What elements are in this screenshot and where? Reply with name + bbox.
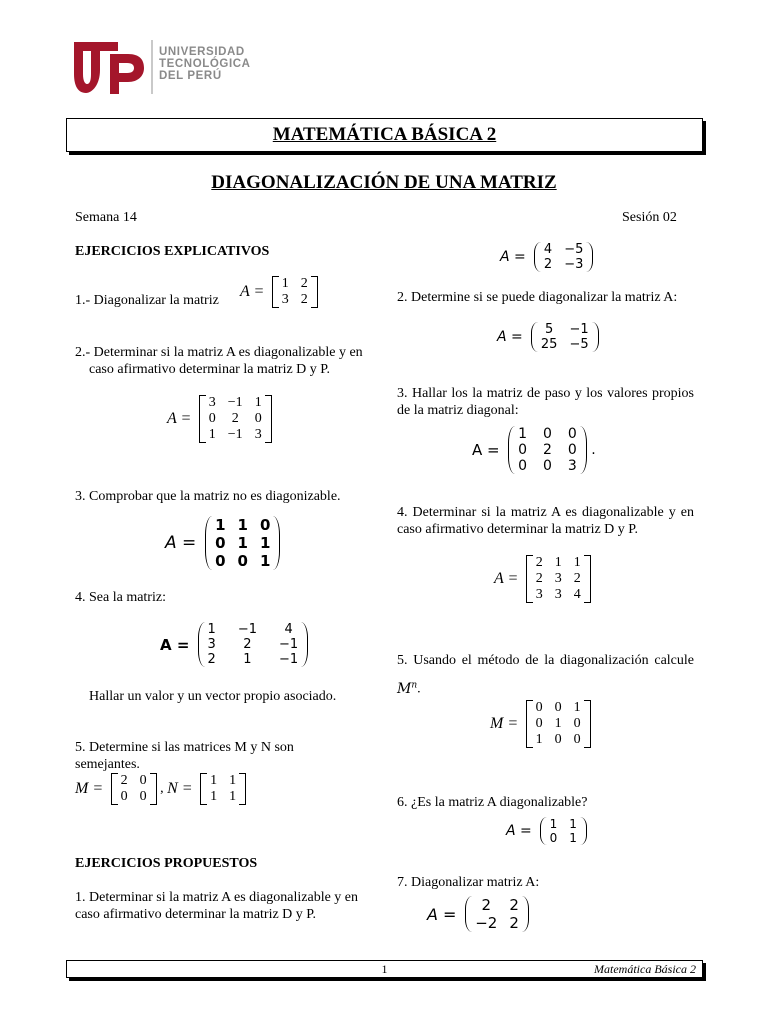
matrix-entries xyxy=(472,896,522,932)
matrix xyxy=(199,395,272,443)
matrix-cell: 3 xyxy=(208,395,216,410)
matrix-entries xyxy=(538,322,592,352)
right-bracket xyxy=(239,773,246,805)
university-logo xyxy=(70,38,260,98)
matrix-cell: 2 xyxy=(509,914,519,932)
page-number: 1 xyxy=(381,962,388,976)
matrix-cell: −2 xyxy=(475,914,498,932)
matrix-cell: 3 xyxy=(554,587,562,602)
matrix-cell: 2 xyxy=(543,257,553,272)
exercise-e4-followup: Hallar un valor y un vector propio asociado. xyxy=(89,689,337,704)
matrix-entries xyxy=(279,276,311,308)
matrix-cell: 0 xyxy=(567,442,577,458)
exercise-p2-matrix xyxy=(497,322,599,352)
exercise-e2-matrix xyxy=(167,395,272,443)
left-bracket xyxy=(508,426,515,474)
left-bracket xyxy=(111,773,118,805)
matrix-cell: 0 xyxy=(208,411,216,426)
exercise-e4-text: 4. Sea la matriz: xyxy=(75,590,166,605)
matrix-entries xyxy=(547,817,580,845)
matrix-cell: 1 xyxy=(573,555,581,570)
exercise-p1-matrix xyxy=(500,242,593,272)
matrix-cell: 0 xyxy=(554,732,562,747)
matrix-cell: 0 xyxy=(549,831,558,845)
logo-divider xyxy=(151,40,153,94)
matrix-cell: 0 xyxy=(120,789,128,804)
matrix-cell: −3 xyxy=(564,257,584,272)
matrix-cell: 2 xyxy=(573,571,581,586)
right-bracket xyxy=(580,817,587,845)
week-label: Semana 14 xyxy=(75,210,137,225)
matrix-cell: 1 xyxy=(535,732,543,747)
matrix xyxy=(508,426,587,474)
matrix-entries xyxy=(206,395,265,443)
matrix-cell: 1 xyxy=(229,789,237,804)
matrix-cell: 5 xyxy=(545,322,554,337)
exercise-e5-text: 5. Determine si las matrices M y N son semejantes. xyxy=(75,740,294,772)
exercise-p5-text xyxy=(397,648,694,702)
matrix-period: . xyxy=(591,442,596,458)
matrix-entries xyxy=(533,555,584,603)
matrix-label: A = xyxy=(165,533,197,553)
matrix-label: A = xyxy=(494,570,519,587)
matrix-entries xyxy=(212,516,273,570)
matrix-cell: 1 xyxy=(208,427,216,442)
power-expression xyxy=(397,681,417,697)
matrix-cell: −1 xyxy=(279,637,299,652)
matrix-cell: 25 xyxy=(540,337,558,352)
matrix-cell: −1 xyxy=(227,427,243,442)
matrix-cell: 1 xyxy=(237,516,248,534)
course-title: MATEMÁTICA BÁSICA 2 xyxy=(272,124,497,145)
matrix-label: A = xyxy=(497,329,523,345)
exercise-e3-matrix xyxy=(165,516,280,570)
matrix xyxy=(205,516,280,570)
matrix-cell: 2 xyxy=(481,896,492,914)
exercise-p5-body: 5. Usando el método de la diagonalización calcule xyxy=(397,653,694,668)
matrix-label: A = xyxy=(240,283,265,300)
matrix-cell: −1 xyxy=(569,322,589,337)
matrix-cell: 0 xyxy=(215,534,226,552)
right-bracket xyxy=(301,622,308,667)
matrix-cell: 0 xyxy=(567,426,577,442)
matrix xyxy=(526,555,591,603)
matrix-entries xyxy=(207,773,239,805)
right-bracket xyxy=(522,896,529,932)
matrix-cell: 1 xyxy=(259,534,271,552)
left-bracket xyxy=(526,555,533,603)
matrix-cell: 0 xyxy=(535,700,543,715)
exercise-p5-matrix xyxy=(490,700,591,748)
exercise-p4-text: 4. Determinar si la matriz A es diagonalizable y en caso afirmativo determinar la matriz D y P. xyxy=(397,505,694,537)
matrix-cell: −1 xyxy=(237,622,257,637)
matrix xyxy=(531,322,599,352)
matrix-cell: 1 xyxy=(518,426,527,442)
exercise-e5-matrices xyxy=(75,773,246,805)
matrix-n xyxy=(200,773,246,805)
matrix-cell: 1 xyxy=(210,789,218,804)
left-bracket xyxy=(465,896,472,932)
matrix-label: A = xyxy=(160,635,190,654)
matrix-cell: 0 xyxy=(535,716,543,731)
power-base: M xyxy=(397,680,412,697)
right-bracket xyxy=(580,426,587,474)
matrix-entries xyxy=(205,622,302,667)
left-bracket xyxy=(540,817,547,845)
matrix-cell: 2 xyxy=(300,292,308,307)
matrix-cell: 2 xyxy=(243,637,252,652)
matrix xyxy=(198,622,309,667)
exercise-p2-text: 2. Determine si se puede diagonalizar la matriz A: xyxy=(397,290,678,305)
left-bracket xyxy=(198,622,205,667)
matrix-cell: 3 xyxy=(281,292,289,307)
matrix xyxy=(272,276,318,308)
right-bracket xyxy=(586,242,593,272)
matrix-cell: 2 xyxy=(300,276,308,291)
matrix-cell: 0 xyxy=(139,773,147,788)
matrix-cell: 1 xyxy=(259,552,271,570)
matrix-cell: 0 xyxy=(573,716,581,731)
matrix-cell: −5 xyxy=(569,337,589,352)
matrix-cell: 0 xyxy=(542,426,552,442)
matrix-cell: 3 xyxy=(554,571,562,586)
course-title-box xyxy=(66,118,703,152)
right-bracket xyxy=(273,516,280,570)
matrix-cell: 2 xyxy=(231,411,239,426)
left-bracket xyxy=(205,516,212,570)
matrix-label: M = xyxy=(490,715,519,732)
matrix-cell: 0 xyxy=(237,552,248,570)
right-bracket xyxy=(584,555,591,603)
matrix-label: A = xyxy=(506,823,532,839)
exercise-e3-text: 3. Comprobar que la matriz no es diagonizable. xyxy=(75,489,341,504)
matrix-cell: 1 xyxy=(573,700,581,715)
matrix-cell: 1 xyxy=(569,831,577,845)
exercise-p6-text: 6. ¿Es la matriz A diagonalizable? xyxy=(397,795,588,810)
session-label: Sesión 02 xyxy=(622,210,677,225)
matrix-cell: 1 xyxy=(569,817,577,831)
matrix-cell: 1 xyxy=(281,276,289,291)
matrix-cell: 2 xyxy=(509,896,519,914)
matrix xyxy=(540,817,587,845)
exercise-p3-matrix xyxy=(472,426,596,474)
power-exponent: n xyxy=(411,680,418,690)
matrix-entries xyxy=(118,773,150,805)
exercise-p1-text: 1. Determinar si la matriz A es diagonalizable y en caso afirmativo determinar la matriz D y P. xyxy=(75,890,359,922)
sentence-end: . xyxy=(417,681,421,697)
exercise-p7-matrix xyxy=(427,896,529,932)
matrix-cell: 2 xyxy=(120,773,128,788)
right-bracket xyxy=(311,276,318,308)
right-bracket xyxy=(584,700,591,748)
matrix-cell: −1 xyxy=(279,652,299,667)
page-footer xyxy=(66,960,703,978)
university-name: UNIVERSIDAD TECNOLÓGICA DEL PERÚ xyxy=(159,46,251,82)
right-bracket xyxy=(150,773,157,805)
matrix-cell: 0 xyxy=(542,458,552,474)
exercise-p3-text: 3. Hallar los la matriz de paso y los valores propios de la matriz diagonal: xyxy=(397,386,694,418)
left-bracket xyxy=(531,322,538,352)
matrix-cell: 3 xyxy=(567,458,577,474)
matrix-cell: 1 xyxy=(254,395,262,410)
matrix-cell: 0 xyxy=(139,789,147,804)
right-bracket xyxy=(592,322,599,352)
document-subtitle: DIAGONALIZACIÓN DE UNA MATRIZ xyxy=(211,172,557,193)
left-bracket xyxy=(526,700,533,748)
matrix-label: A = xyxy=(167,410,192,427)
exercise-e1-text: 1.- Diagonalizar la matriz xyxy=(75,293,219,308)
propuestos-heading: EJERCICIOS PROPUESTOS xyxy=(75,856,258,871)
matrix-cell: 4 xyxy=(284,622,293,637)
matrix-cell: 1 xyxy=(243,652,252,667)
matrix-cell: 2 xyxy=(535,571,543,586)
matrix-cell: 1 xyxy=(549,817,558,831)
matrix-cell: 0 xyxy=(518,458,527,474)
matrix-cell: 2 xyxy=(207,652,216,667)
exercise-e4-matrix xyxy=(160,622,308,667)
matrix xyxy=(526,700,591,748)
left-bracket xyxy=(272,276,279,308)
matrix-cell: 4 xyxy=(573,587,581,602)
matrix-cell: 2 xyxy=(542,442,552,458)
matrix-label: N = xyxy=(167,780,193,797)
matrix-cell: 3 xyxy=(207,637,216,652)
matrix-label: A = xyxy=(472,441,500,459)
matrix-cell: 3 xyxy=(535,587,543,602)
footer-course: Matemática Básica 2 xyxy=(594,962,696,976)
matrix-cell: 1 xyxy=(229,773,237,788)
matrix-cell: 2 xyxy=(535,555,543,570)
exercise-p6-matrix xyxy=(506,817,587,845)
right-bracket xyxy=(265,395,272,443)
matrix-cell: 0 xyxy=(254,411,262,426)
exercise-p4-matrix xyxy=(494,555,591,603)
left-bracket xyxy=(200,773,207,805)
matrix-label: M = xyxy=(75,780,104,797)
matrix-cell: 0 xyxy=(554,700,562,715)
matrix-entries xyxy=(541,242,586,272)
matrix-separator: , xyxy=(160,781,164,796)
matrix-cell: 1 xyxy=(237,534,248,552)
matrix-cell: 1 xyxy=(210,773,218,788)
matrix-m xyxy=(111,773,157,805)
exercise-e2-body: 2.- Determinar si la matriz A es diagonalizable y en caso afirmativo determinar la matriz D y P. xyxy=(75,345,363,377)
matrix-cell: 0 xyxy=(573,732,581,747)
matrix-cell: −1 xyxy=(227,395,243,410)
left-bracket xyxy=(534,242,541,272)
matrix-cell: 1 xyxy=(554,716,562,731)
matrix-entries xyxy=(515,426,580,474)
matrix-cell: 1 xyxy=(207,622,216,637)
matrix-cell: 0 xyxy=(215,552,226,570)
matrix-cell: 3 xyxy=(254,427,262,442)
matrix-cell: 1 xyxy=(554,555,562,570)
utp-logo-icon xyxy=(70,38,146,96)
matrix-cell: 0 xyxy=(518,442,527,458)
explicativos-heading: EJERCICIOS EXPLICATIVOS xyxy=(75,244,270,259)
exercise-e1-matrix xyxy=(240,276,318,308)
exercise-e2-text xyxy=(75,344,375,378)
matrix-cell: 0 xyxy=(259,516,271,534)
matrix-label: A = xyxy=(427,904,457,924)
matrix-cell: 1 xyxy=(215,516,226,534)
matrix-entries xyxy=(533,700,584,748)
matrix xyxy=(465,896,529,932)
matrix-label: A = xyxy=(500,249,526,265)
matrix-cell: 4 xyxy=(543,242,553,257)
exercise-p7-text: 7. Diagonalizar matriz A: xyxy=(397,875,540,890)
matrix-cell: −5 xyxy=(564,242,584,257)
left-bracket xyxy=(199,395,206,443)
matrix xyxy=(534,242,593,272)
